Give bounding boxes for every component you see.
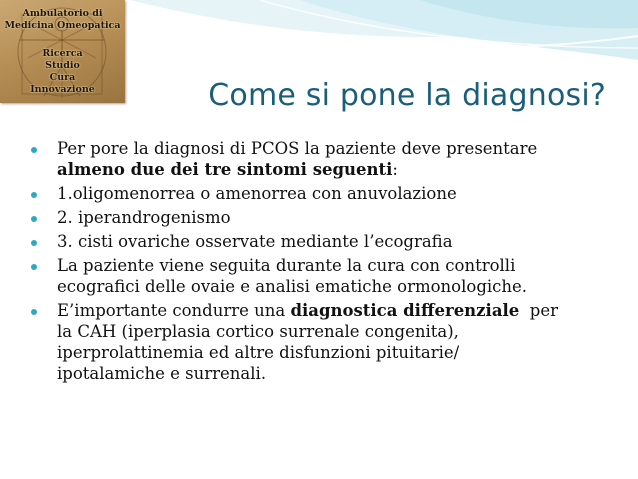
text-run: la CAH (iperplasia cortico surrenale congenita), xyxy=(57,322,459,341)
slide-title: Come si pone la diagnosi? xyxy=(208,78,606,113)
text-run: 2. iperandrogenismo xyxy=(57,208,231,227)
bullet-line xyxy=(57,207,617,228)
text-run: Per pore la diagnosi di PCOS la paziente deve presentare xyxy=(57,139,538,158)
bullet-line xyxy=(57,183,617,204)
logo-line-6: Innovazione xyxy=(30,84,95,95)
bullet-dot-icon xyxy=(31,309,37,315)
bullet-line xyxy=(57,231,617,252)
logo-line-3: Ricerca xyxy=(42,48,83,59)
text-run: 3. cisti ovariche osservate mediante l’ecografia xyxy=(57,232,453,251)
bullet-line xyxy=(57,342,617,363)
text-run: iperprolattinemia ed altre disfunzioni pituitarie/ xyxy=(57,343,460,362)
bullet-item xyxy=(27,183,617,204)
bullet-line xyxy=(57,363,617,384)
bullet-line xyxy=(57,321,617,342)
bullet-dot-icon xyxy=(31,264,37,270)
text-run: : xyxy=(392,160,398,179)
text-run: ipotalamiche e surrenali. xyxy=(57,364,267,383)
logo-line-4: Studio xyxy=(45,60,80,71)
bullet-line xyxy=(57,138,617,159)
bullet-line xyxy=(57,300,617,321)
text-run: E’importante condurre una xyxy=(57,301,291,320)
bullet-list xyxy=(27,138,617,387)
emphasis-text: almeno due dei tre sintomi seguenti xyxy=(57,160,393,179)
bullet-dot-icon xyxy=(31,147,37,153)
logo-line-5: Cura xyxy=(49,72,76,83)
text-run: ecografici delle ovaie e analisi ematiche ormonologiche. xyxy=(57,277,528,296)
bullet-dot-icon xyxy=(31,240,37,246)
bullet-dot-icon xyxy=(31,192,37,198)
bullet-line xyxy=(57,159,617,180)
logo-line-1: Ambulatorio di xyxy=(22,8,103,19)
text-run: per xyxy=(519,301,558,320)
bullet-item xyxy=(27,138,617,180)
text-run: 1.oligomenorrea o amenorrea con anuvolazione xyxy=(57,184,457,203)
text-run: La paziente viene seguita durante la cura con controlli xyxy=(57,256,516,275)
bullet-item xyxy=(27,300,617,384)
bullet-dot-icon xyxy=(31,216,37,222)
bullet-item xyxy=(27,207,617,228)
logo-line-2: Medicina Omeopatica xyxy=(4,20,121,31)
bullet-item xyxy=(27,231,617,252)
bullet-line xyxy=(57,276,617,297)
bullet-item xyxy=(27,255,617,297)
bullet-line xyxy=(57,255,617,276)
emphasis-text: diagnostica differenziale xyxy=(290,301,520,320)
